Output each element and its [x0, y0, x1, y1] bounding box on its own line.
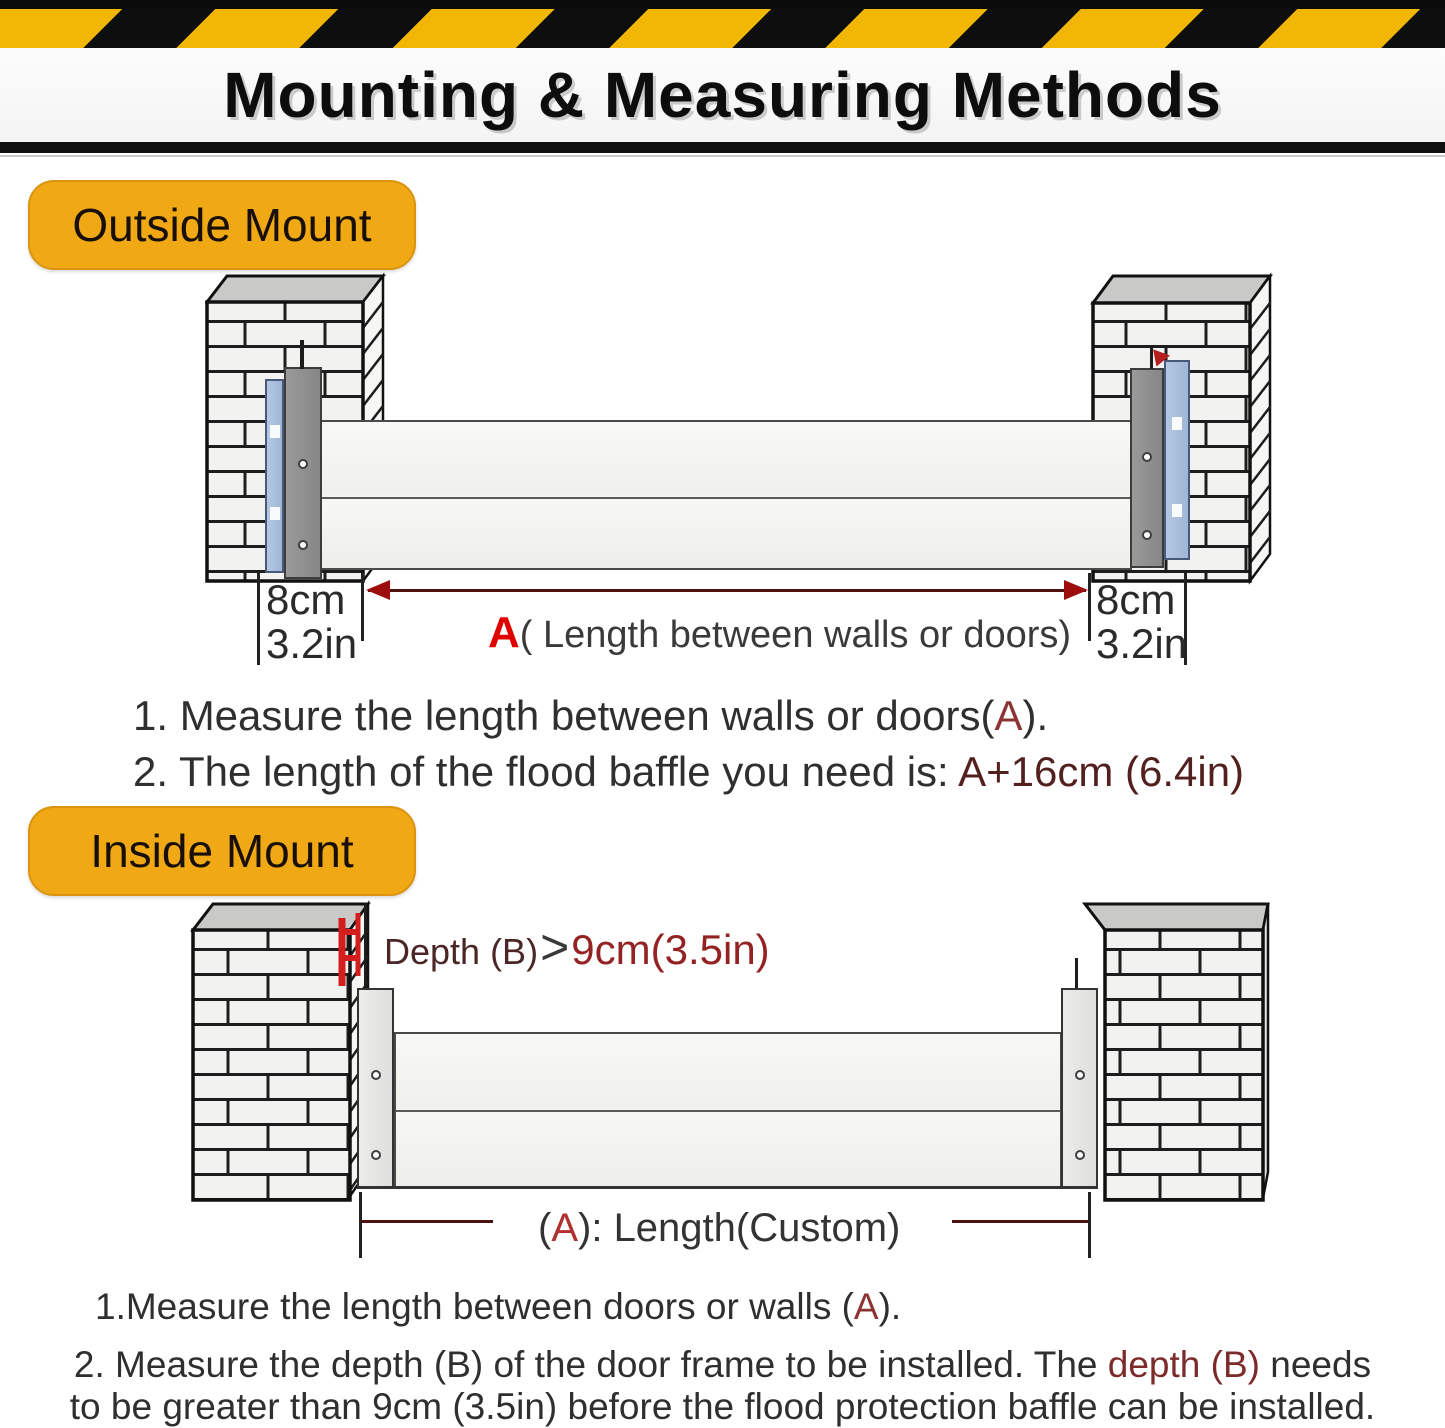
inside-left-bolt [364, 903, 367, 990]
right-gap-cm: 8cm [1096, 576, 1176, 623]
inside-step-1-end: ). [878, 1286, 902, 1327]
span-length-A: A [488, 608, 520, 657]
right-gap-inch: 3.2in [1096, 620, 1188, 667]
outside-step-1-text: 1. Measure the length between walls or doors( [133, 692, 995, 739]
header-top-bar [0, 0, 1445, 9]
header-bottom-line [0, 155, 1445, 157]
ground-line [357, 1186, 1098, 1189]
inside-mount-badge [28, 806, 416, 896]
outside-mount-badge-label: Outside Mount [72, 199, 372, 251]
screw-hole [1142, 530, 1152, 540]
screw-hole [298, 459, 308, 469]
inside-flood-baffle-panels [394, 1032, 1062, 1188]
length-line-left [361, 1220, 493, 1223]
inside-right-channel [1061, 988, 1098, 1188]
seal-mark [1172, 417, 1182, 430]
length-line-right [952, 1220, 1088, 1223]
length-label-open: ( [538, 1206, 552, 1250]
outside-step-2-text: 2. The length of the flood baffle you need is: [133, 748, 959, 795]
inside-step-2-text: 2. Measure the depth (B) of the door frame to be installed. The [73, 1344, 1108, 1385]
screw-hole [298, 540, 308, 550]
left-gap-dimension [266, 578, 357, 666]
outside-step-2-formula: A+16cm (6.4in) [958, 748, 1245, 795]
screw-hole [1075, 1070, 1085, 1080]
arrowhead-left-icon [366, 580, 390, 600]
left-gap-inch: 3.2in [266, 620, 358, 667]
right-gap-dimension [1096, 578, 1187, 666]
greater-than-sign: > [540, 919, 570, 975]
outside-flood-baffle-panels [320, 420, 1132, 570]
inside-step-1-text: 1.Measure the length between doors or walls ( [95, 1286, 854, 1327]
hazard-stripes-banner [0, 8, 1445, 48]
length-label-A: A [551, 1206, 579, 1250]
outside-mount-badge [28, 180, 416, 270]
depth-label-name: Depth (B) [384, 931, 539, 972]
inside-step-2 [0, 1344, 1445, 1386]
outside-step-2 [133, 748, 1244, 796]
span-length-text: ( Length between walls or doors) [519, 614, 1072, 656]
outside-right-channel [1130, 368, 1164, 568]
inside-step-1 [95, 1286, 901, 1328]
inside-right-bolt [1075, 958, 1078, 990]
outside-left-channel [284, 367, 322, 579]
outside-left-bolt [300, 340, 304, 369]
depth-requirement-label [384, 918, 770, 976]
dim-tick [1088, 1192, 1091, 1258]
inside-left-channel [357, 988, 394, 1188]
inside-step-2-end: needs [1259, 1344, 1372, 1385]
dim-tick [257, 573, 260, 665]
dim-tick [359, 1192, 362, 1258]
span-arrow [368, 589, 1086, 592]
inside-step-2-cont-text: to be greater than 9cm (3.5in) before the flood protection baffle can be installed. [69, 1386, 1376, 1427]
outside-step-1 [133, 692, 1048, 740]
outside-left-blue-seal [265, 379, 284, 573]
inside-step-1-A: A [853, 1286, 879, 1327]
inside-right-pillar-illustration [1080, 898, 1275, 1203]
screw-hole [371, 1150, 381, 1160]
seal-mark [270, 507, 280, 520]
screw-hole [1142, 452, 1152, 462]
left-gap-cm: 8cm [266, 576, 346, 623]
inside-mount-badge-label: Inside Mount [90, 825, 354, 877]
header-title-band [0, 48, 1445, 142]
outside-step-1-A: A [994, 692, 1023, 739]
dim-tick [1088, 573, 1091, 641]
header-bottom-bar [0, 142, 1445, 153]
seal-mark [1172, 504, 1182, 517]
baffle-seam [396, 1110, 1060, 1112]
page-title: Mounting & Measuring Methods [223, 59, 1222, 131]
screw-hole [1075, 1150, 1085, 1160]
outside-step-1-end: ). [1022, 692, 1049, 739]
custom-length-label [538, 1206, 900, 1251]
seal-mark [270, 425, 280, 438]
baffle-seam [322, 497, 1130, 499]
outside-right-blue-seal [1164, 360, 1190, 560]
length-label-text: ): Length(Custom) [578, 1206, 901, 1250]
depth-label-value: 9cm(3.5in) [571, 926, 770, 973]
arrowhead-right-icon [1064, 580, 1088, 600]
screw-hole [371, 1070, 381, 1080]
depth-indicator-icon [336, 910, 364, 994]
inside-step-2-depth: depth (B) [1107, 1344, 1260, 1385]
dim-tick [361, 573, 364, 641]
span-length-label [488, 608, 1071, 658]
inside-step-2-continued [0, 1386, 1445, 1428]
